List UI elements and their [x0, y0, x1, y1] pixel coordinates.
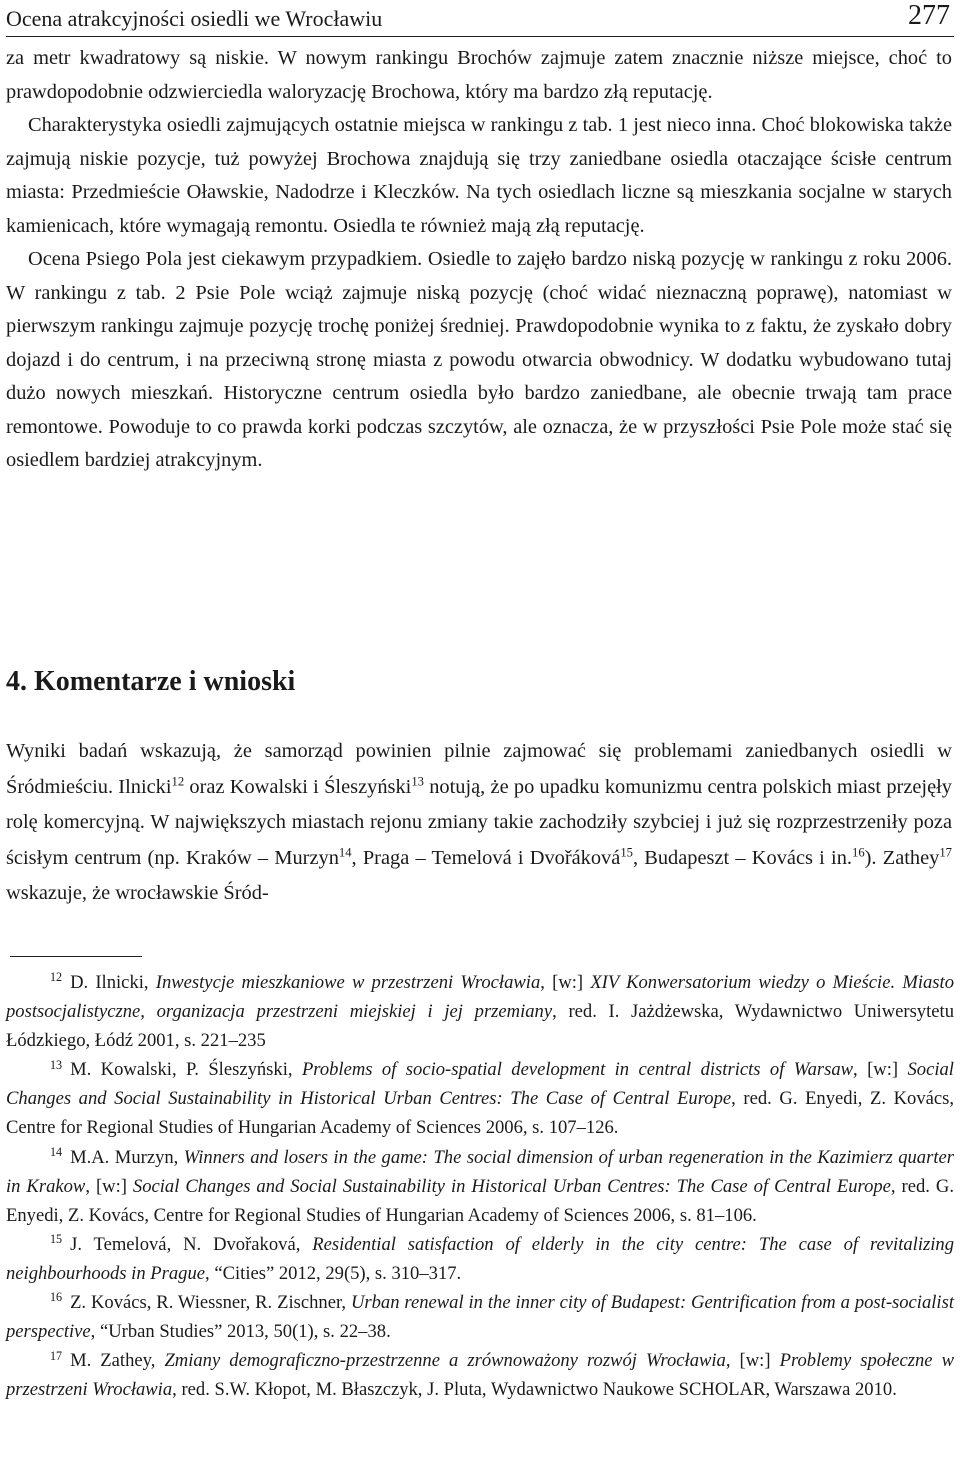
- running-title: Ocena atrakcyjności osiedli we Wrocławiu: [6, 6, 383, 31]
- footnote-number: 13: [50, 1057, 63, 1072]
- footnote-ref-15[interactable]: 15: [620, 844, 633, 859]
- footnote-ref-13[interactable]: 13: [411, 773, 424, 788]
- footnote-in: , [w:]: [85, 1175, 133, 1197]
- footnote-separator: [10, 956, 142, 957]
- footnote-publisher: , red. I. Jażdżewska, Wydawnictwo Uniwersytetu Łódzkiego, Łódź 2001, s. 221–235: [6, 1001, 954, 1052]
- text-run: , Praga – Temelová i Dvořáková: [351, 846, 621, 869]
- footnote-journal: , “Urban Studies” 2013, 50(1), s. 22–38.: [90, 1321, 391, 1343]
- footnote-source: Social Changes and Social Sustainability in Historical Urban Centres: The Case of Central Europe: [132, 1175, 891, 1197]
- footnote-title: Residential satisfaction of elderly in the city centre: The case of revitalizing neighbourhoods in Prague: [6, 1233, 954, 1284]
- body-text-top: [6, 42, 952, 478]
- body-text-conclusions: [6, 734, 952, 912]
- footnote-number: 14: [50, 1144, 63, 1159]
- footnote-publisher: , red. G. Enyedi, Z. Kovács, Centre for Regional Studies of Hungarian Academy of Sciences 2006, s. 81–106.: [6, 1175, 954, 1226]
- footnote-authors: M. Kowalski, P. Śleszyński,: [70, 1059, 302, 1081]
- footnote-source: Problemy społeczne w przestrzeni Wrocławia: [6, 1350, 954, 1401]
- footnote-authors: D. Ilnicki,: [70, 972, 156, 993]
- footnote-12: [6, 968, 954, 1055]
- footnote-15: [6, 1230, 954, 1288]
- footnote-number: 16: [50, 1290, 63, 1305]
- paragraph-conclusions: [6, 734, 952, 912]
- text-run: Wyniki badań wskazują, że samorząd powinien pilnie zajmować się problemami zaniedbanych osiedli w Śródmieściu. Ilnicki: [6, 740, 952, 798]
- text-run: notują, że po upadku komunizmu centra polskich miast przejęły rolę komercyjną. W największych miastach rejonu zmiany takie zachodziły szybciej i już się rozprzestrzeniły poza ścisłym centrum (np. Kraków – Murzyn: [6, 775, 952, 869]
- text-run: , Budapeszt – Kovács i in.: [632, 846, 853, 869]
- footnote-authors: Z. Kovács, R. Wiessner, R. Zischner,: [70, 1292, 351, 1314]
- paragraph-brochow: za metr kwadratowy są niskie. W nowym rankingu Brochów zajmuje zatem znacznie niższe miejsce, choć to prawdopodobnie odzwierciedla waloryzację Brochowa, który ma bardzo złą reputację.: [6, 47, 952, 103]
- footnotes: [6, 968, 954, 1404]
- footnote-authors: M.A. Murzyn,: [70, 1146, 184, 1168]
- footnote-title: Problems of socio-spatial development in central districts of Warsaw: [301, 1059, 854, 1081]
- footnote-number: 15: [50, 1232, 63, 1247]
- text-run: ). Zathey: [864, 846, 940, 869]
- footnote-in: , [w:]: [853, 1059, 908, 1081]
- footnote-16: [6, 1288, 954, 1346]
- footnote-source: XIV Konwersatorium wiedzy o Mieście. Miasto postsocjalistyczne, organizacja przestrzeni miejskiej i jej przemiany: [6, 972, 954, 1023]
- footnote-number: 17: [50, 1348, 63, 1363]
- paragraph-psie-pole: Ocena Psiego Pola jest ciekawym przypadkiem. Osiedle to zajęło bardzo niską pozycję w rankingu z roku 2006. W rankingu z tab. 2 Psie Pole wciąż zajmuje niską pozycję (choć widać nieznaczną poprawę), natomiast w pierwszym rankingu zajmuje pozycję trochę poniżej średniej. Prawdopodobnie wynika to z faktu, że zyskało dobry dojazd i do centrum, i na przeciwną stronę miasta z powodu otwarcia obwodnicy. W dodatku wybudowano tutaj dużo nowych mieszkań. Historyczne centrum osiedla było bardzo zaniedbane, ale obecnie trwają tam prace remontowe. Powoduje to co prawda korki podczas szczytów, ale oznacza, że w przyszłości Psie Pole może stać się osiedlem bardziej atrakcyjnym.: [6, 248, 952, 471]
- footnote-publisher: , red. S.W. Kłopot, M. Błaszczyk, J. Pluta, Wydawnictwo Naukowe SCHOLAR, Warszawa 2010.: [172, 1379, 897, 1401]
- footnote-journal: , “Cities” 2012, 29(5), s. 310–317.: [205, 1262, 462, 1284]
- footnote-13: [6, 1055, 954, 1142]
- footnote-17: [6, 1346, 954, 1404]
- text-run: wskazuje, że wrocławskie Śród-: [6, 882, 269, 904]
- page-number: 277: [908, 0, 950, 31]
- footnote-title: Zmiany demograficzno-przestrzenne a zrównoważony rozwój Wrocławia: [164, 1350, 726, 1372]
- footnote-title: Inwestycje mieszkaniowe w przestrzeni Wrocławia: [155, 972, 541, 993]
- running-head: [6, 2, 954, 37]
- footnote-authors: J. Temelová, N. Dvořaková,: [70, 1233, 313, 1255]
- section-heading: 4. Komentarze i wnioski: [6, 666, 296, 697]
- footnote-ref-16[interactable]: 16: [852, 844, 865, 859]
- footnote-authors: M. Zathey,: [70, 1350, 165, 1372]
- footnote-number: 12: [50, 970, 63, 985]
- footnote-publisher: , red. G. Enyedi, Z. Kovács, Centre for Regional Studies of Hungarian Academy of Sciences 2006, s. 107–126.: [6, 1088, 955, 1139]
- paragraph-ostatnie-miejsca: Charakterystyka osiedli zajmujących ostatnie miejsca w rankingu z tab. 1 jest nieco inna. Choć blokowiska także zajmują niskie pozycje, tuż powyżej Brochowa znajdują się trzy zaniedbane osiedla otaczające ścisłe centrum miasta: Przedmieście Oławskie, Nadodrze i Kleczków. Na tych osiedlach liczne są mieszkania socjalne w starych kamienicach, które wymagają remontu. Osiedla te również mają złą reputację.: [6, 114, 952, 237]
- footnote-in: , [w:]: [540, 972, 591, 993]
- footnote-title: Winners and losers in the game: The social dimension of urban regeneration in the Kazimierz quarter in Krakow: [6, 1146, 954, 1197]
- text-run: oraz Kowalski i Śleszyński: [184, 775, 412, 798]
- footnote-in: , [w:]: [725, 1350, 780, 1372]
- footnote-source: Social Changes and Social Sustainability in Historical Urban Centres: The Case of Central Europe: [6, 1059, 954, 1110]
- footnote-title: Urban renewal in the inner city of Budapest: Gentrification from a post-socialist perspective: [6, 1292, 954, 1343]
- footnote-ref-12[interactable]: 12: [171, 773, 185, 788]
- footnote-ref-14[interactable]: 14: [338, 844, 352, 859]
- footnote-ref-17[interactable]: 17: [939, 844, 952, 859]
- footnote-14: [6, 1143, 954, 1230]
